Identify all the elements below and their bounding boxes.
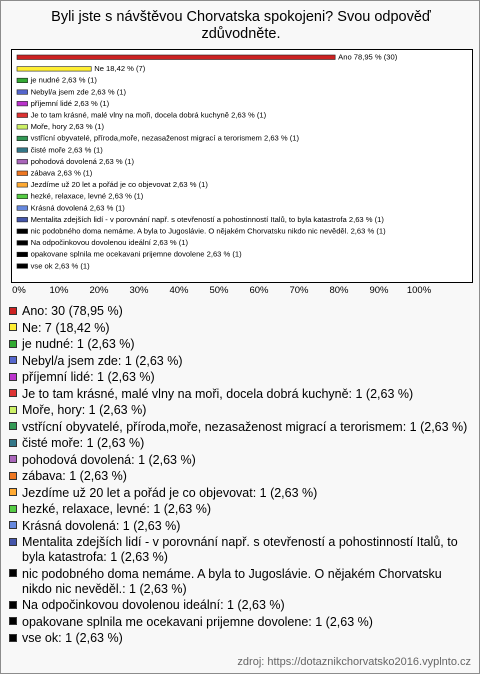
x-tick-label: 10% <box>49 285 69 296</box>
bar-2 <box>17 78 28 83</box>
chart-title: Byli jste s návštěvou Chorvatska spokojeni? Svou odpověď zdůvodněte. <box>51 9 431 42</box>
bar-label-1: Ne 18,42 % (7) <box>94 64 146 74</box>
legend-item <box>9 453 474 468</box>
bar-6 <box>17 125 28 130</box>
legend-swatch <box>9 406 17 414</box>
bar-8 <box>17 148 28 153</box>
bar-label-10: zábava 2,63 % (1) <box>30 168 93 178</box>
legend-label: Nebyl/a jsem zde: 1 (2,63 %) <box>22 353 183 368</box>
bar-label-0: Ano 78,95 % (30) <box>338 52 398 62</box>
legend-swatch <box>9 488 17 496</box>
legend-item <box>9 469 474 484</box>
bar-label-15: nic podobného doma nemáme. A byla to Jugoslávie. O nějakém Chorvatsku nikdo nic nevěděl. 2,63 % (1) <box>30 226 386 236</box>
bar-10 <box>17 171 28 176</box>
bar-9 <box>17 159 28 164</box>
legend-swatch <box>9 356 17 364</box>
bar-16 <box>17 241 28 246</box>
legend-item <box>9 486 474 501</box>
legend <box>9 304 474 648</box>
legend-swatch <box>9 634 17 642</box>
legend-item <box>9 631 474 646</box>
plot-area <box>11 49 473 283</box>
legend-item <box>9 567 474 597</box>
legend-item <box>9 387 474 402</box>
bar-label-9: pohodová dovolená 2,63 % (1) <box>30 156 135 166</box>
legend-label: vstřícní obyvatelé, příroda,moře, nezasaženost migrací a terorismem: 1 (2,63 %) <box>22 419 468 434</box>
legend-swatch <box>9 439 17 447</box>
legend-swatch <box>9 538 17 546</box>
legend-swatch <box>9 422 17 430</box>
x-tick-label: 70% <box>289 285 309 296</box>
legend-item <box>9 519 474 534</box>
legend-item <box>9 598 474 613</box>
legend-label: příjemní lidé: 1 (2,63 %) <box>22 370 155 384</box>
x-axis-ticks <box>1 285 480 299</box>
bar-label-2: je nudné 2,63 % (1) <box>30 75 97 85</box>
bar-4 <box>17 101 28 106</box>
legend-item <box>9 502 474 517</box>
legend-label: Na odpočinkovou dovolenou ideální: 1 (2,63 %) <box>22 598 285 612</box>
x-tick-label: 20% <box>89 285 109 296</box>
legend-label: čisté moře: 1 (2,63 %) <box>22 436 145 450</box>
legend-label: nic podobného doma nemáme. A byla to Jugoslávie. O nějakém Chorvatsku nikdo nic nevěděl.: 1 (2,63 %) <box>22 566 442 596</box>
bar-label-8: čisté moře 2,63 % (1) <box>30 145 103 155</box>
bar-3 <box>17 90 28 95</box>
bar-label-14: Mentalita zdejších lidí - v porovnání např. s otevřeností a pohostinností Italů, to byla katastrofa 2,63 % (1) <box>30 214 384 224</box>
legend-item <box>9 321 474 336</box>
bar-11 <box>17 183 28 188</box>
bar-label-17: opakovane splnila me ocekavani prijemne dovolene 2,63 % (1) <box>30 249 242 259</box>
legend-item <box>9 337 474 352</box>
bar-label-3: Nebyl/a jsem zde 2,63 % (1) <box>30 87 126 97</box>
legend-item <box>9 370 474 385</box>
legend-label: hezké, relaxace, levné: 1 (2,63 %) <box>22 502 211 516</box>
bar-18 <box>17 264 28 269</box>
x-tick-label: 100% <box>406 285 432 296</box>
bar-17 <box>17 252 28 257</box>
bar-label-4: příjemní lidé 2,63 % (1) <box>30 98 110 108</box>
bar-12 <box>17 194 28 199</box>
legend-item <box>9 615 474 630</box>
bar-label-6: Moře, hory 2,63 % (1) <box>30 122 105 132</box>
x-tick-label: 0% <box>12 285 26 296</box>
legend-item <box>9 403 474 418</box>
legend-label: opakovane splnila me ocekavani prijemne dovolene: 1 (2,63 %) <box>22 614 373 629</box>
legend-item <box>9 304 474 319</box>
legend-swatch <box>9 569 17 577</box>
bar-14 <box>17 217 28 222</box>
bar-7 <box>17 136 28 141</box>
bar-0 <box>17 55 335 60</box>
bar-1 <box>17 67 91 72</box>
legend-swatch <box>9 601 17 609</box>
legend-item <box>9 535 474 565</box>
legend-label: zábava: 1 (2,63 %) <box>22 469 127 483</box>
legend-item <box>9 436 474 451</box>
legend-swatch <box>9 323 17 331</box>
x-tick-label: 30% <box>129 285 149 296</box>
x-tick-label: 80% <box>329 285 349 296</box>
legend-item <box>9 354 474 369</box>
legend-swatch <box>9 617 17 625</box>
bar-5 <box>17 113 28 118</box>
bar-label-7: vstřícní obyvatelé, příroda,moře, nezasaženost migrací a terorismem 2,63 % (1) <box>30 133 300 143</box>
legend-swatch <box>9 307 17 315</box>
legend-label: vse ok: 1 (2,63 %) <box>22 631 123 645</box>
legend-swatch <box>9 505 17 513</box>
legend-label: Moře, hory: 1 (2,63 %) <box>22 403 147 417</box>
bar-label-16: Na odpočinkovou dovolenou ideální 2,63 % (1) <box>30 238 189 248</box>
bar-13 <box>17 206 28 211</box>
legend-label: Krásná dovolená: 1 (2,63 %) <box>22 518 181 533</box>
legend-swatch <box>9 455 17 463</box>
legend-label: Jezdíme už 20 let a pořád je co objevovat: 1 (2,63 %) <box>22 485 318 500</box>
bar-15 <box>17 229 28 234</box>
legend-swatch <box>9 521 17 529</box>
legend-swatch <box>9 472 17 480</box>
legend-swatch <box>9 373 17 381</box>
legend-label: Je to tam krásné, malé vlny na moři, docela dobrá kuchyně: 1 (2,63 %) <box>22 386 414 401</box>
x-tick-label: 50% <box>209 285 229 296</box>
legend-swatch <box>9 340 17 348</box>
legend-swatch <box>9 389 17 397</box>
x-tick-label: 90% <box>369 285 389 296</box>
bar-label-5: Je to tam krásné, malé vlny na moři, docela dobrá kuchyně 2,63 % (1) <box>30 110 267 120</box>
legend-label: Ano: 30 (78,95 %) <box>22 304 123 318</box>
bar-label-13: Krásná dovolená 2,63 % (1) <box>30 203 125 213</box>
bar-label-18: vse ok 2,63 % (1) <box>30 261 90 271</box>
legend-label: Mentalita zdejších lidí - v porovnání např. s otevřeností a pohostinností Italů, to byla katastrofa: 1 (2,63 %) <box>22 535 458 564</box>
legend-label: pohodová dovolená: 1 (2,63 %) <box>22 452 196 467</box>
x-tick-label: 60% <box>249 285 269 296</box>
legend-label: Ne: 7 (18,42 %) <box>22 320 110 335</box>
x-tick-label: 40% <box>169 285 189 296</box>
legend-label: je nudné: 1 (2,63 %) <box>22 337 135 351</box>
bar-label-11: Jezdíme už 20 let a pořád je co objevovat 2,63 % (1) <box>30 180 208 190</box>
source-note: zdroj: https://dotaznikchorvatsko2016.vyplnto.cz <box>237 656 471 668</box>
legend-item <box>9 420 474 435</box>
bar-chart <box>12 50 472 282</box>
bar-label-12: hezké, relaxace, levné 2,63 % (1) <box>30 191 144 201</box>
